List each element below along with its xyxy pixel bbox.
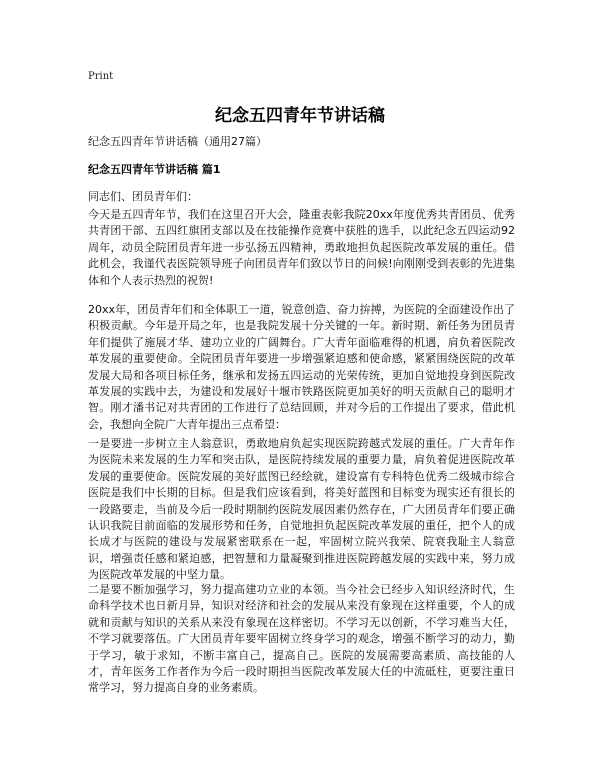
page-title: 纪念五四青年节讲话稿 xyxy=(215,106,385,126)
document-subtitle: 纪念五四青年节讲话稿（通用27篇） xyxy=(88,135,267,148)
body-paragraph-4: 二是要不断加强学习，努力提高建功立业的本领。当今社会已经步入知识经济时代，生命科学技术也日新月异，知识对经济和社会的发展从来没有象现在这样重要，个人的成就和贡献与知识的关系从来没有象现在这样密切。不学习无以创新，不学习难当大任，不学习就要落伍。广大团员青年要牢固树立终身学习的观念，增强不断学习的动力，勤于学习，敏于求知，不断丰富自己，提高自己。医院的发展需要高素质、高技能的人才，青年医务工作者作为今后一段时期担当医院改革发展大任的中流砥柱，更要注重日常学习，努力提高自身的业务素质。 xyxy=(88,583,515,695)
body-paragraph-2: 20xx年，团员青年们和全体职工一道，锐意创造、奋力拚搏，为医院的全面建设作出了积极贡献。今年是开局之年，也是我院发展十分关键的一年。新时期、新任务为团员青年们提供了施展才华、建功立业的广阔舞台。广大青年面临难得的机遇，肩负着医院改革发展的重要使命。全院团员青年要进一步增强紧迫感和使命感，紧紧围绕医院的改革发展大局和各项目标任务，继承和发扬五四运动的光荣传统，更加自觉地投身到医院改革发展的实践中去，为建设和发展好十堰市铁路医院更加美好的明天贡献自己的聪明才智。刚才潘书记对共青团的工作进行了总结回顾，并对今后的工作提出了要求，借此机会，我想向全院广大青年提出三点希望： xyxy=(88,303,515,431)
body-paragraph-3: 一是要进一步树立主人翁意识，勇敢地肩负起实现医院跨越式发展的重任。广大青年作为医院未来发展的生力军和突击队，是医院持续发展的重要力量，肩负着促进医院改革发展的重要使命。医院发展的美好蓝图已经绘就，建设富有专科特色优秀二级城市综合医院是我们中长期的目标。但是我们应该看到，将美好蓝图和目标变为现实还有很长的一段路要走，当前及今后一段时期制约医院发展因素仍然存在，广大团员青年们要正确认识我院目前面临的发展形势和任务，自觉地担负起医院改革发展的重任，把个人的成长成才与医院的建设与发展紧密联系在一起，牢固树立院兴我荣、院衰我耻主人翁意识，增强责任感和紧迫感，把智慧和力量凝聚到推进医院跨越发展的实践中来，努力成为医院改革发展的中坚力量。 xyxy=(88,437,515,582)
print-label: Print xyxy=(88,71,114,82)
greeting-line: 同志们、团员青年们： xyxy=(88,190,198,203)
body-paragraph-1: 今天是五四青年节，我们在这里召开大会，隆重表彰我院20xx年度优秀共青团员、优秀共青团干部、五四红旗团支部以及在技能操作竞赛中获胜的选手，以此纪念五四运动92周年，动员全院团员青年进一步弘扬五四精神，勇敢地担负起医院改革发展的重任。借此机会，我谨代表医院领导班子向团员青年们致以节日的问候!向刚刚受到表彰的先进集体和个人表示热烈的祝贺! xyxy=(88,208,515,287)
section-heading: 纪念五四青年节讲话稿 篇1 xyxy=(88,163,221,176)
